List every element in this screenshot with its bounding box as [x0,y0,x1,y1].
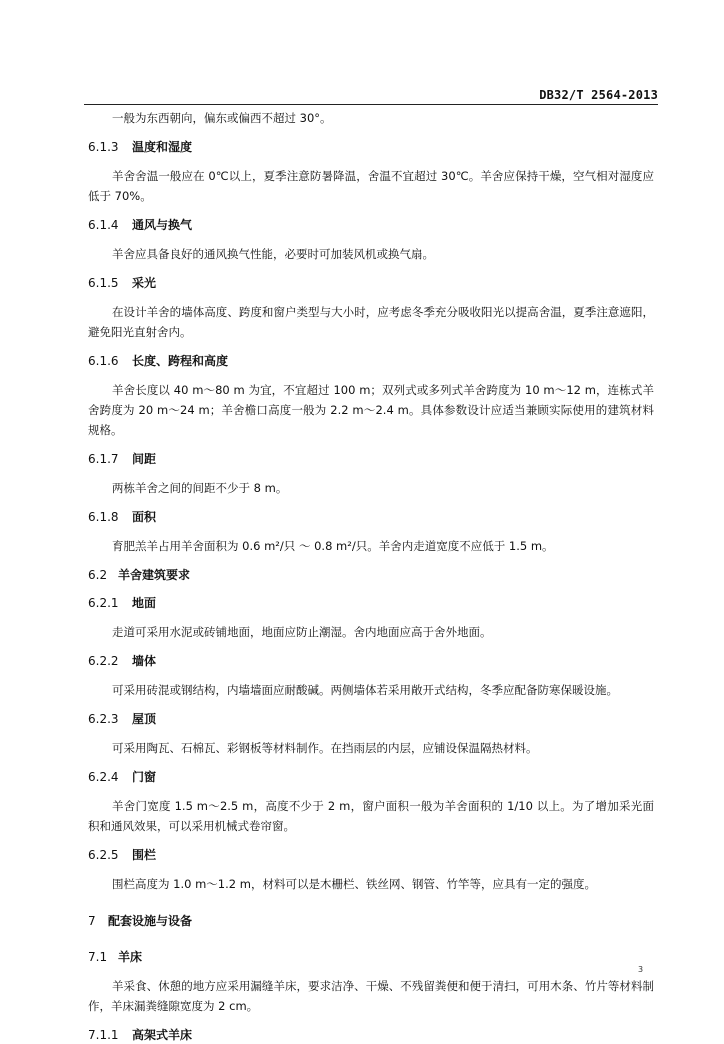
section-heading-6-2-4 [88,768,654,786]
section-title: 屋顶 [132,712,157,726]
section-heading-6-2-1 [88,594,654,612]
section-heading-7-1 [88,948,654,966]
document-code: DB32/T 2564-2013 [539,88,658,102]
section-number: 6.2.4 [88,770,119,784]
section-title: 面积 [132,510,157,524]
section-number: 7.1 [88,950,108,964]
section-heading-6-1-5 [88,274,654,292]
header-rule [84,104,658,105]
section-paragraph-6-1-5: 在设计羊舍的墙体高度、跨度和窗户类型与大小时，应考虑冬季充分吸收阳光以提高舍温，夏季注意遮阳，避免阳光直射舍内。 [88,305,654,339]
section-title: 门窗 [132,770,157,784]
section-title: 围栏 [132,848,157,862]
section-paragraph-6-2-5: 围栏高度为 1.0 m～1.2 m，材料可以是木栅栏、铁丝网、钢管、竹竿等，应具有一定的强度。 [112,877,596,891]
section-paragraph-6-1-8: 育肥羔羊占用羊舍面积为 0.6 m²/只 ～ 0.8 m²/只。羊舍内走道宽度不应低于 1.5 m。 [112,539,554,553]
section-heading-6-1-3 [88,138,654,156]
section-paragraph-7-1: 羊采食、休憩的地方应采用漏缝羊床，要求洁净、干燥、不残留粪便和便于清扫，可用木条、竹片等材料制作，羊床漏粪缝隙宽度为 2 cm。 [88,979,654,1013]
section-paragraph-6-2-3: 可采用陶瓦、石棉瓦、彩钢板等材料制作。在挡雨层的内层，应铺设保温隔热材料。 [112,741,538,755]
section-title: 羊床 [118,950,143,964]
section-number: 6.2.2 [88,654,119,668]
section-title: 高架式羊床 [132,1028,193,1042]
section-heading-7-1-1 [88,1026,654,1044]
section-paragraph-6-2-1: 走道可采用水泥或砖铺地面，地面应防止潮湿。舍内地面应高于舍外地面。 [112,625,492,639]
section-heading-6-1-7 [88,450,654,468]
section-title: 温度和湿度 [132,140,193,154]
page-content [88,108,654,1044]
chapter-heading-7 [88,912,654,930]
section-number: 6.1.8 [88,510,119,524]
section-number: 6.2.5 [88,848,119,862]
section-heading-6-2-2 [88,652,654,670]
section-title: 通风与换气 [132,218,193,232]
intro-paragraph: 一般为东西朝向，偏东或偏西不超过 30°。 [112,111,332,125]
section-number: 6.1.3 [88,140,119,154]
section-heading-6-1-8 [88,508,654,526]
section-title: 墙体 [132,654,157,668]
chapter-number: 7 [88,914,96,928]
section-paragraph-6-1-7: 两栋羊舍之间的间距不少于 8 m。 [112,481,288,495]
section-paragraph-6-1-4: 羊舍应具备良好的通风换气性能，必要时可加装风机或换气扇。 [112,247,434,261]
section-number: 6.2 [88,568,108,582]
section-heading-6-2-3 [88,710,654,728]
section-paragraph-6-1-3: 羊舍舍温一般应在 0℃以上，夏季注意防暑降温，舍温不宜超过 30℃。羊舍应保持干燥，空气相对湿度应低于 70%。 [88,169,654,203]
section-paragraph-6-1-6: 羊舍长度以 40 m～80 m 为宜，不宜超过 100 m；双列式或多列式羊舍跨度为 10 m～12 m，连栋式羊舍跨度为 20 m～24 m；羊舍檐口高度一般为 2.2 m～2.4 m。具体参数设计应适当兼顾实际使用的建筑材料规格。 [88,383,654,437]
section-heading-6-1-4 [88,216,654,234]
section-number: 6.1.7 [88,452,119,466]
section-number: 6.1.4 [88,218,119,232]
page-number: 3 [638,965,644,974]
section-title: 长度、跨程和高度 [132,354,229,368]
chapter-title: 配套设施与设备 [108,914,193,928]
section-title: 采光 [132,276,157,290]
section-number: 6.2.3 [88,712,119,726]
section-number: 6.1.6 [88,354,119,368]
section-number: 6.1.5 [88,276,119,290]
section-paragraph-6-2-2: 可采用砖混或钢结构，内墙墙面应耐酸碱。两侧墙体若采用敞开式结构，冬季应配备防寒保暖设施。 [112,683,618,697]
section-title: 间距 [132,452,157,466]
section-heading-6-1-6 [88,352,654,370]
section-title: 地面 [132,596,157,610]
section-heading-6-2-5 [88,846,654,864]
section-paragraph-6-2-4: 羊舍门宽度 1.5 m～2.5 m，高度不少于 2 m，窗户面积一般为羊舍面积的 1/10 以上。为了增加采光面积和通风效果，可以采用机械式卷帘窗。 [88,799,654,833]
section-number: 6.2.1 [88,596,119,610]
section-number: 7.1.1 [88,1028,119,1042]
section-title: 羊舍建筑要求 [118,568,191,582]
section-heading-6-2 [88,566,654,584]
